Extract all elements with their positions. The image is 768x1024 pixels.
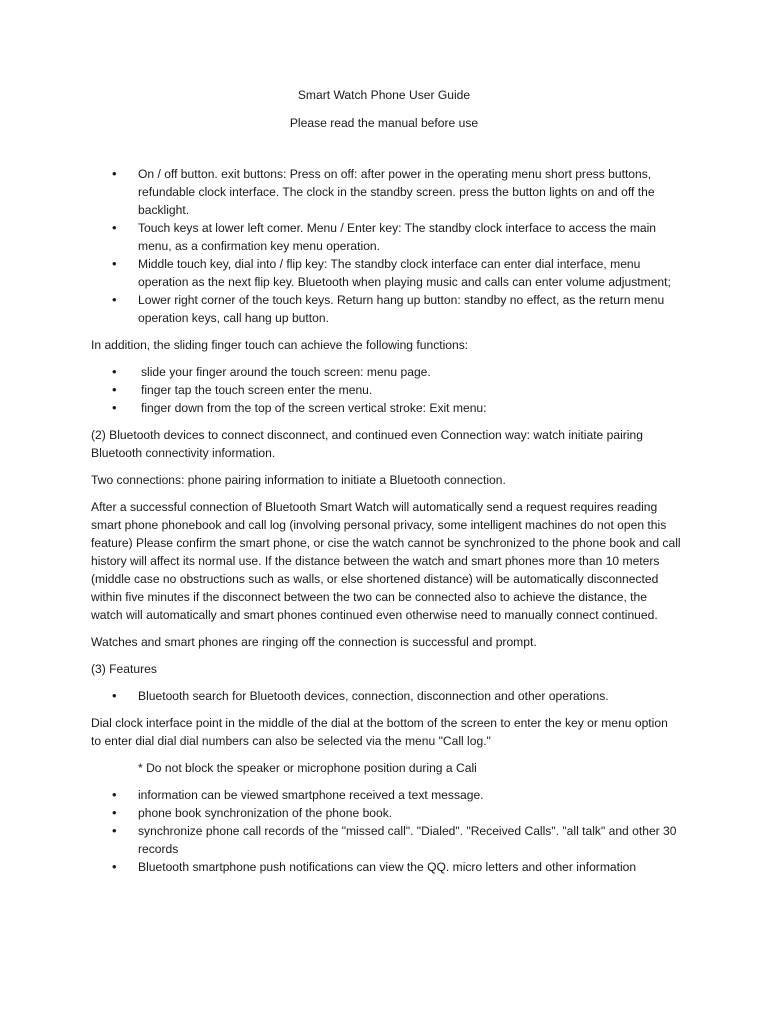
note-text: * Do not block the speaker or microphone position during a Cali — [138, 761, 477, 775]
section-heading-features: (3) Features — [91, 662, 157, 676]
document-subtitle: Please read the manual before use — [289, 116, 479, 130]
document-title: Smart Watch Phone User Guide — [297, 88, 471, 102]
features-list — [91, 687, 681, 705]
paragraph-two-connections: Two connections: phone pairing information to initiate a Bluetooth connection. — [91, 473, 506, 487]
list-item: • Bluetooth search for Bluetooth devices, connection, disconnection and other operations. — [91, 687, 681, 705]
list-item: • finger tap the touch screen enter the menu. — [91, 381, 681, 399]
list-item: • phone book synchronization of the phone book. — [91, 804, 681, 822]
list-item: • Lower right corner of the touch keys. Return hang up button: standby no effect, as the return menu operation keys, call hang up button. — [91, 291, 681, 327]
paragraph-watches: Watches and smart phones are ringing off the connection is successful and prompt. — [91, 635, 537, 649]
list-item: • information can be viewed smartphone received a text message. — [91, 786, 681, 804]
list-item: • Bluetooth smartphone push notifications can view the QQ. micro letters and other information — [91, 858, 681, 876]
paragraph-after-connection: After a successful connection of Bluetooth Smart Watch will automatically send a request requires reading smart phone phonebook and call log (involving personal privacy, some intelligent machines do not open this feature) Please confirm the smart phone, or cise the watch cannot be synchronized to the phone book and call history will affect its normal use. If the distance between the watch and smart phones more than 10 meters (middle case no obstructions such as walls, or else shortened distance) will be automatically disconnected within five minutes if the disconnect between the two can be connected also to achieve the distance, the watch will automatically and smart phones continued even otherwise need to manually connect continued. — [91, 500, 681, 622]
paragraph-dial: Dial clock interface point in the middle of the dial at the bottom of the screen to enter the key or menu option to enter dial dial dial numbers can also be selected via the menu "Call log." — [91, 716, 668, 748]
list-item: • slide your finger around the touch screen: menu page. — [91, 363, 681, 381]
document-body — [91, 165, 681, 876]
list-item: • finger down from the top of the screen vertical stroke: Exit menu: — [91, 399, 681, 417]
smartphone-features-list — [91, 786, 681, 876]
list-item: • On / off button. exit buttons: Press on off: after power in the operating menu short press buttons, refundable clock interface. The clock in the standby screen. press the button lights on and off the backlight. — [91, 165, 681, 219]
gesture-list — [91, 363, 681, 417]
paragraph-bluetooth: (2) Bluetooth devices to connect disconnect, and continued even Connection way: watch initiate pairing Bluetooth connectivity information. — [91, 428, 643, 460]
list-item: • synchronize phone call records of the "missed call". "Dialed". "Received Calls". "all talk" and other 30 records — [91, 822, 681, 858]
list-item: • Touch keys at lower left comer. Menu / Enter key: The standby clock interface to access the main menu, as a confirmation key menu operation. — [91, 219, 681, 255]
button-functions-list — [91, 165, 681, 327]
paragraph-addition: In addition, the sliding finger touch can achieve the following functions: — [91, 338, 469, 352]
list-item: • Middle touch key, dial into / flip key: The standby clock interface can enter dial interface, menu operation as the next flip key. Bluetooth when playing music and calls can enter volume adjustment; — [91, 255, 681, 291]
